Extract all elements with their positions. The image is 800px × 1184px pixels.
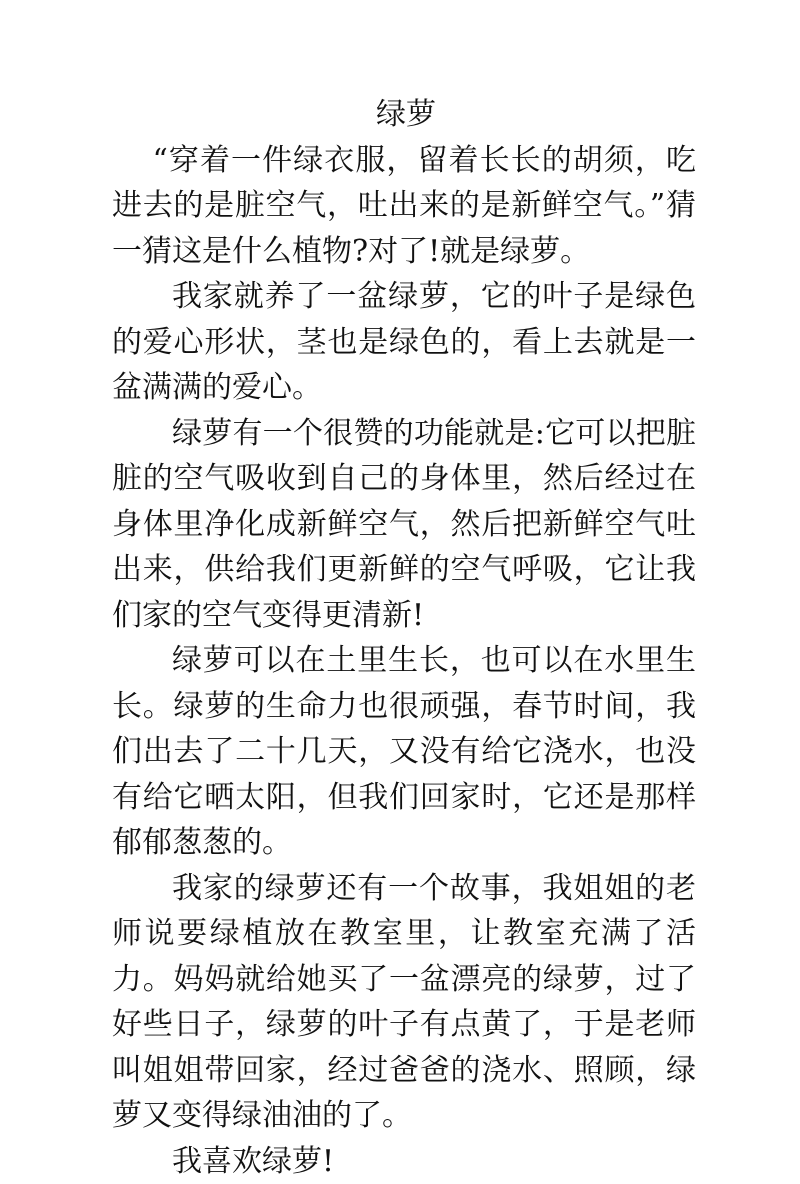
paragraph-leaves: 我家就养了一盆绿萝，它的叶子是绿色的爱心形状，茎也是绿色的，看上去就是一盆满满的爱心。 [112,274,696,411]
paragraph-vitality: 绿萝可以在土里生长，也可以在水里生长。绿萝的生命力也很顽强，春节时间，我们出去了二十几天，又没有给它浇水，也没有给它晒太阳，但我们回家时，它还是那样郁郁葱葱的。 [112,638,696,866]
paragraph-riddle: “穿着一件绿衣服，留着长长的胡须，吃进去的是脏空气，吐出来的是新鲜空气。”猜一猜这是什么植物?对了!就是绿萝。 [112,138,696,275]
document-title: 绿萝 [112,92,696,138]
paragraph-conclusion: 我喜欢绿萝! [112,1139,696,1184]
document-page [112,92,696,1184]
paragraph-air-function: 绿萝有一个很赞的功能就是:它可以把脏脏的空气吸收到自己的身体里，然后经过在身体里净化成新鲜空气，然后把新鲜空气吐出来，供给我们更新鲜的空气呼吸，它让我们家的空气变得更清新! [112,411,696,639]
paragraph-story: 我家的绿萝还有一个故事，我姐姐的老师说要绿植放在教室里，让教室充满了活力。妈妈就给她买了一盆漂亮的绿萝，过了好些日子，绿萝的叶子有点黄了，于是老师叫姐姐带回家，经过爸爸的浇水、照顾，绿萝又变得绿油油的了。 [112,866,696,1139]
